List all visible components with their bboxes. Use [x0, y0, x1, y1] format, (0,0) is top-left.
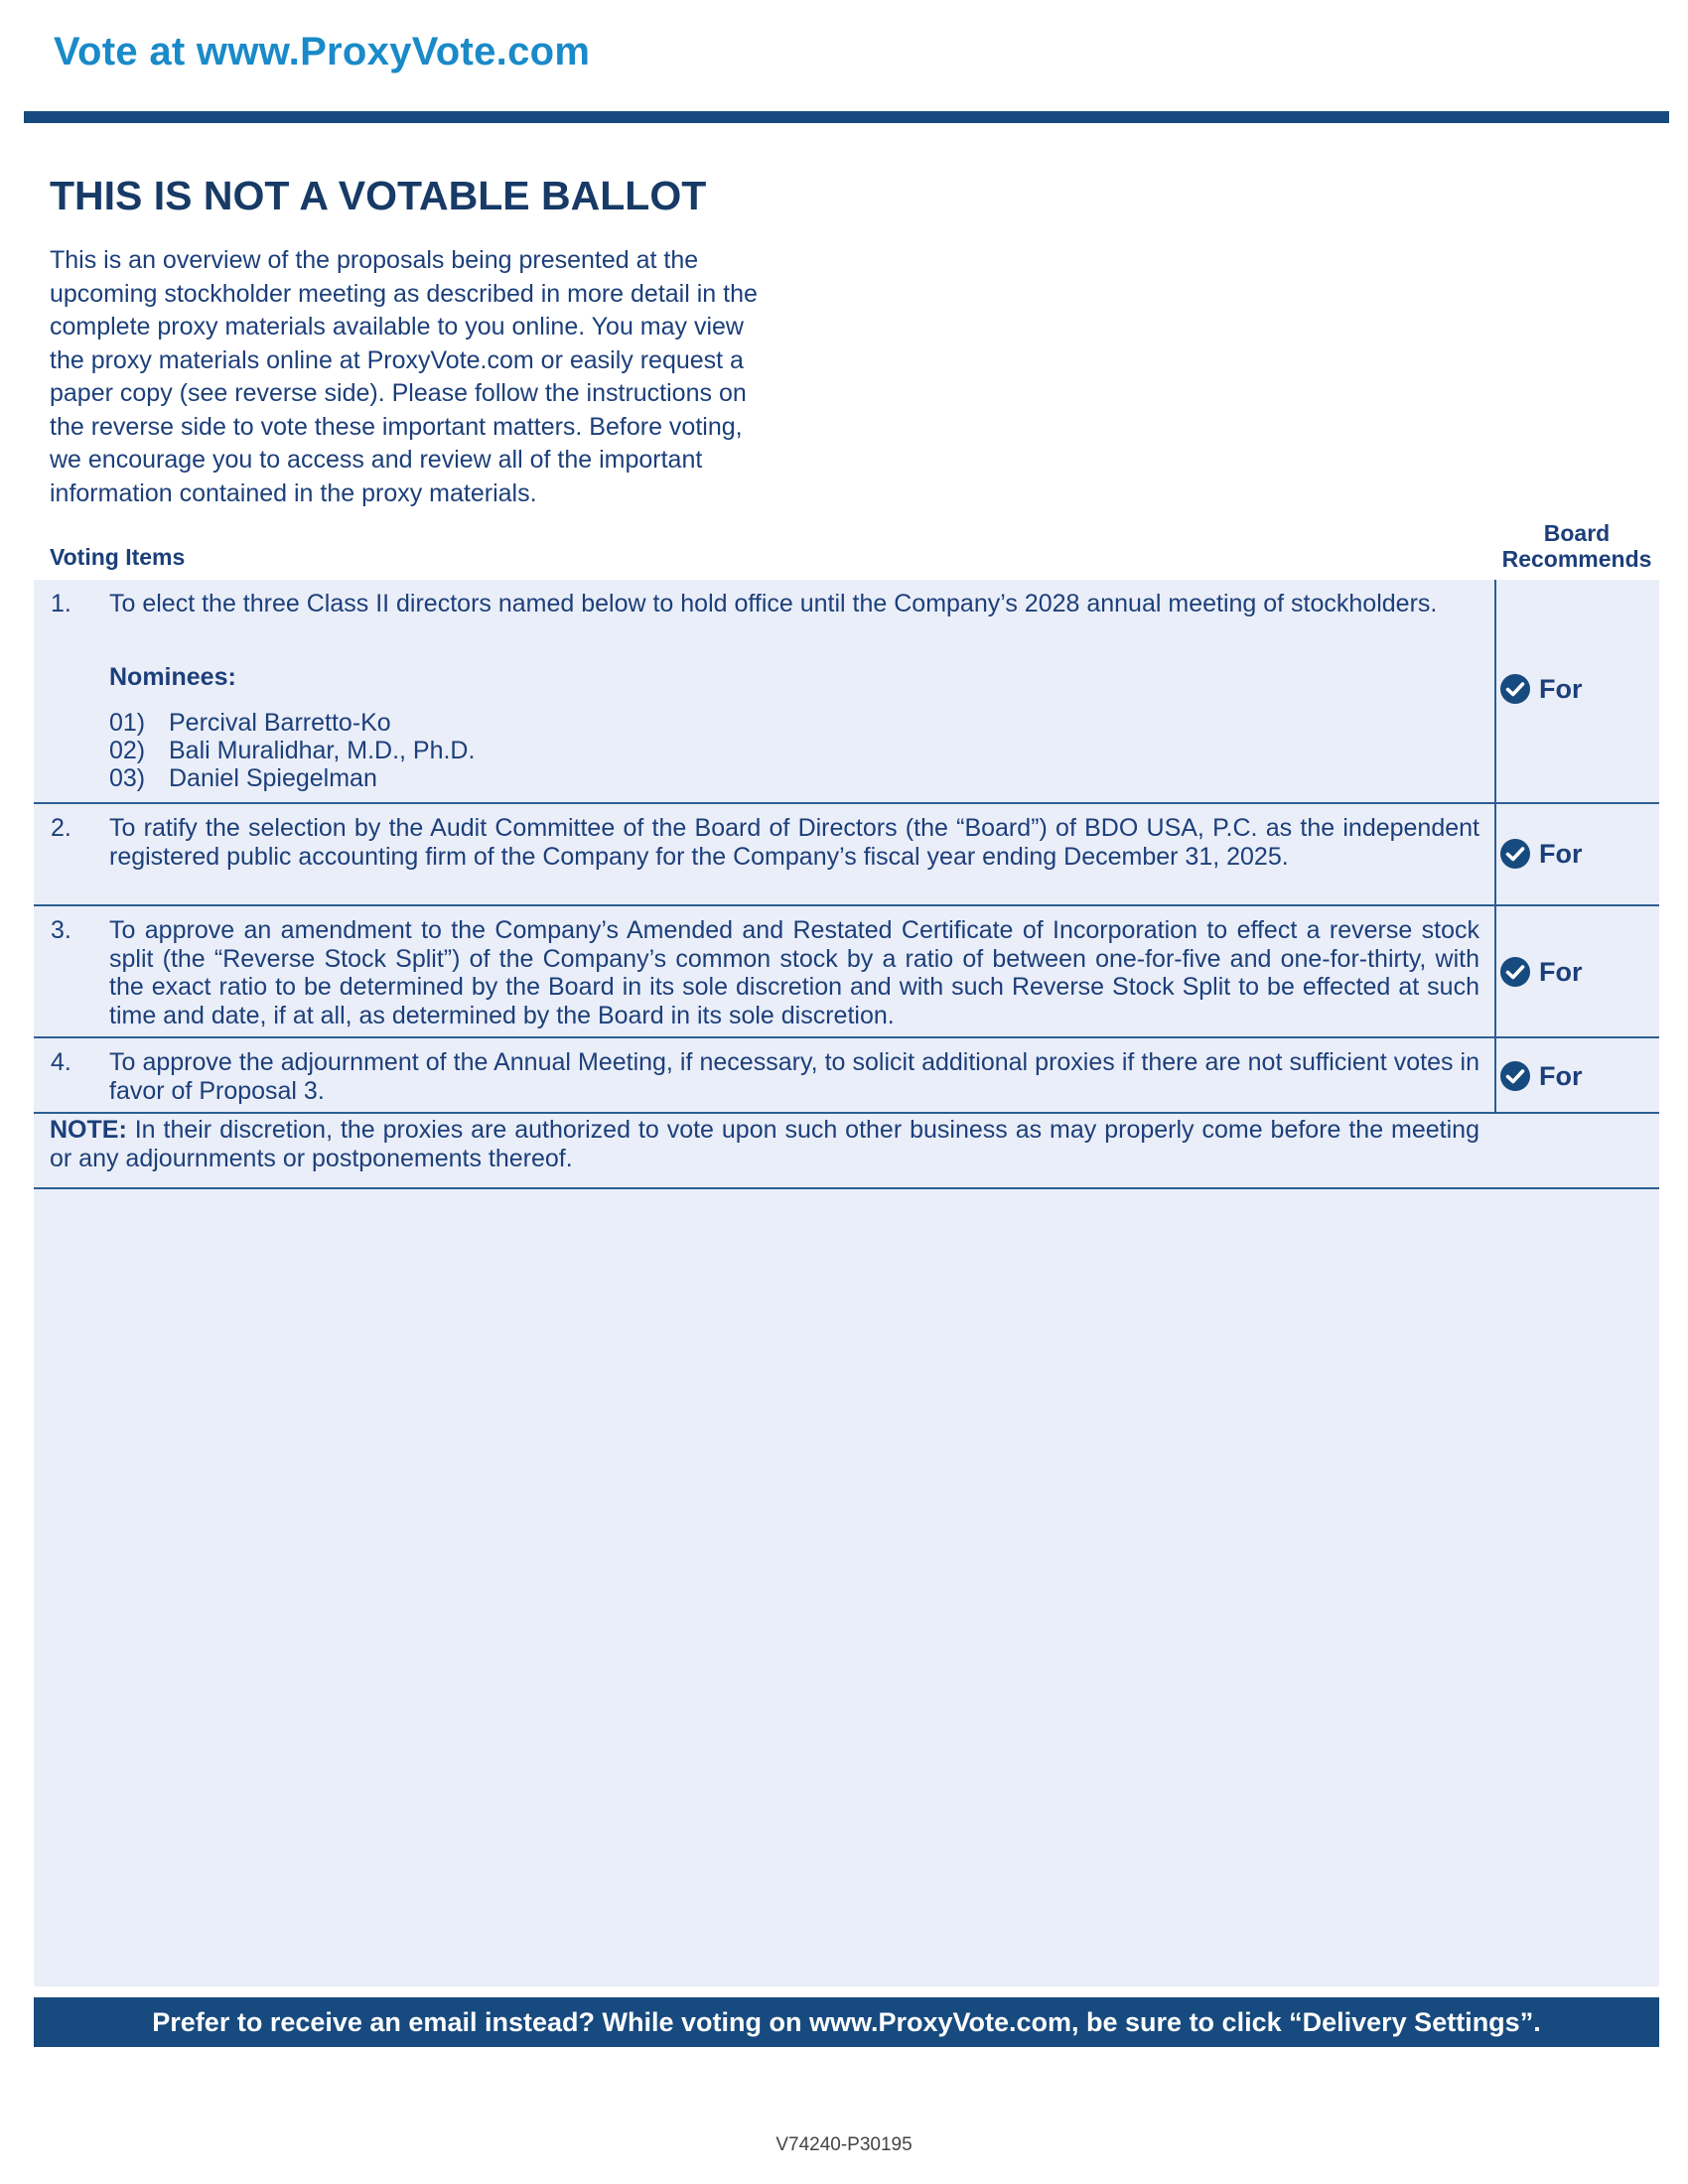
intro-line: complete proxy materials available to you online. You may view: [50, 313, 744, 341]
item-number: 4.: [51, 1048, 71, 1076]
column-divider: [1494, 580, 1496, 802]
check-circle-icon: [1499, 1060, 1531, 1092]
nominee-number: 01): [109, 709, 146, 737]
intro-paragraph: [50, 244, 844, 510]
note-text: In their discretion, the proxies are authorized to vote upon such other business as may properly come before the meeting or any adjournments or postponements thereof.: [50, 1116, 1479, 1172]
board-recommends-line2: Recommends: [1501, 546, 1652, 572]
board-recommendation: [1499, 838, 1583, 870]
item-text: To elect the three Class II directors named below to hold office until the Company’s 2028 annual meeting of stockholders.: [109, 590, 1438, 617]
vote-site-header: Vote at www.ProxyVote.com: [54, 30, 591, 73]
intro-line: the reverse side to vote these important matters. Before voting,: [50, 412, 743, 441]
column-divider: [1494, 906, 1496, 1036]
item-number: 2.: [51, 814, 71, 842]
recommendation-label: For: [1539, 956, 1583, 987]
nominee-number: 02): [109, 737, 146, 764]
item-number: 3.: [51, 916, 71, 944]
column-divider: [1494, 804, 1496, 904]
voting-item-3: [34, 906, 1659, 1038]
recommendation-label: For: [1539, 673, 1583, 704]
item-text: To approve the adjournment of the Annual Meeting, if necessary, to solicit additional proxies if there are not sufficient votes in favor of Proposal 3.: [109, 1048, 1479, 1105]
nominee-number: 03): [109, 764, 146, 792]
header-rule: [24, 111, 1669, 123]
check-circle-icon: [1499, 838, 1531, 870]
board-recommends-line1: Board: [1543, 520, 1611, 546]
intro-line: upcoming stockholder meeting as described in more detail in the: [50, 279, 758, 308]
nominee-item: [109, 709, 391, 737]
intro-line: the proxy materials online at ProxyVote.com or easily request a: [50, 345, 744, 374]
delivery-settings-banner: [34, 1997, 1659, 2047]
nominee-item: [109, 737, 475, 764]
voting-item-1: [34, 580, 1659, 804]
nominee-name: Daniel Spiegelman: [169, 764, 377, 792]
check-circle-icon: [1499, 956, 1531, 988]
item-text: To approve an amendment to the Company’s Amended and Restated Certificate of Incorporation to effect a reverse stock split (the “Reverse Stock Split”) of the Company’s common stock by a ratio of between one-for-five and one-for-thirty, with the exact ratio to be determined by the Board in its sole discretion and with such Reverse Stock Split to be effected at such time and date, if at all, as determined by the Board in its sole discretion.: [109, 916, 1479, 1029]
document-code: V74240-P30195: [775, 2134, 913, 2155]
item-text: To ratify the selection by the Audit Committee of the Board of Directors (the “Board”) of BDO USA, P.C. as the independent registered public accounting firm of the Company for the Company’s fiscal year ending December 31, 2025.: [109, 814, 1479, 871]
nominee-name: Percival Barretto-Ko: [169, 709, 391, 737]
intro-line: information contained in the proxy materials.: [50, 478, 537, 507]
board-recommendation: [1499, 956, 1583, 988]
voting-item-4: [34, 1038, 1659, 1114]
recommendation-label: For: [1539, 1060, 1583, 1091]
page-title: THIS IS NOT A VOTABLE BALLOT: [50, 173, 707, 218]
delivery-settings-text: Prefer to receive an email instead? While voting on www.ProxyVote.com, be sure to click “Delivery Settings”.: [152, 2006, 1541, 2037]
board-recommends-header: [1489, 520, 1664, 572]
nominee-name: Bali Muralidhar, M.D., Ph.D.: [169, 737, 476, 764]
recommendation-label: For: [1539, 838, 1583, 869]
nominee-item: [109, 764, 377, 792]
nominees-label: Nominees:: [109, 663, 236, 691]
board-recommendation: [1499, 1060, 1583, 1092]
note-paragraph: [50, 1116, 1479, 1172]
column-divider: [1494, 1038, 1496, 1112]
voting-items-header: Voting Items: [50, 544, 186, 570]
note-rule: [34, 1187, 1659, 1189]
check-circle-icon: [1499, 673, 1531, 705]
note-label: NOTE:: [50, 1116, 127, 1144]
intro-line: we encourage you to access and review all of the important: [50, 446, 703, 474]
board-recommendation: [1499, 673, 1583, 705]
intro-line: This is an overview of the proposals being presented at the: [50, 246, 699, 274]
voting-item-2: [34, 804, 1659, 906]
item-number: 1.: [51, 590, 71, 617]
intro-line: paper copy (see reverse side). Please follow the instructions on: [50, 379, 747, 407]
